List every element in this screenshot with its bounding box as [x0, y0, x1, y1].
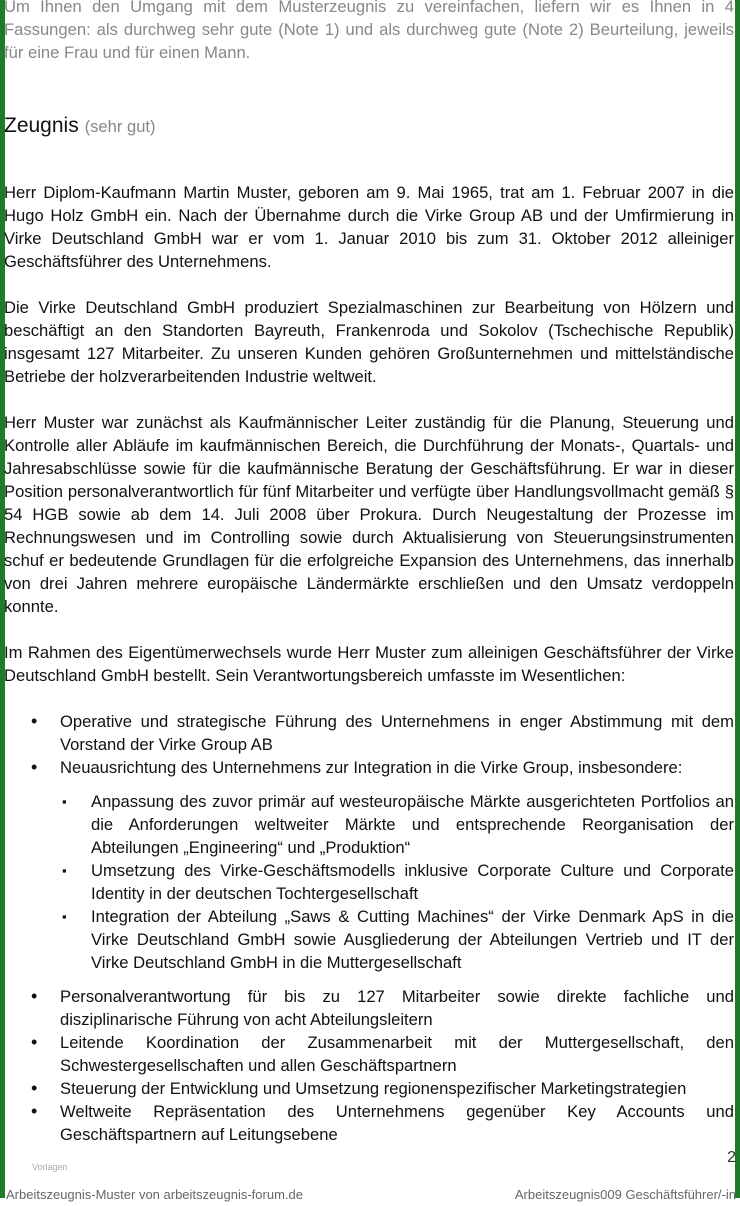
paragraph-duties: Herr Muster war zunächst als Kaufmännischer Leiter zuständig für die Planung, Steuerung und Kontrolle aller Abläufe im kaufmännischen Bereich, die Durchführung der Monats-, Quartals- und Jahresabschlüsse sowie für die kaufmännische Beratung der Geschäftsführung. Er war in dieser Position personalverantwortlich für fünf Mitarbeiter und verfügte über Handlungsvollmacht gemäß § 54 HGB sowie ab dem 14. Juli 2008 über Prokura. Durch Neugestaltung der Prozesse im Rechnungswesen und im Controlling sowie durch Aktualisierung von Steuerungsinstrumenten schuf er bedeutende Grundlagen für die erfolgreiche Expansion des Unternehmens, das innerhalb von drei Jahren mehrere europäische Ländermärkte erschließen und den Umsatz verdoppeln konnte.	[4, 413, 734, 616]
paragraph-company: Die Virke Deutschland GmbH produziert Spezialmaschinen zur Bearbeitung von Hölzern und beschäftigt an den Standorten Bayreuth, Frankenroda und Sokolov (Tschechische Republik) insgesamt 127 Mitarbeiter. Zu unseren Kunden gehören Großunternehmen und mittelständische Betriebe der holzverarbeitenden Industrie weltweit.	[4, 298, 734, 386]
sub-list-item: ▪ Umsetzung des Virke-Geschäftsmodells inklusive Corporate Culture und Corporate Identity in der deutschen Tochtergesellschaft	[4, 859, 734, 905]
list-item: • Weltweite Repräsentation des Unternehmens gegenüber Key Accounts und Geschäftspartnern auf Leitungsebene	[4, 1100, 734, 1146]
paragraph-personal: Herr Diplom-Kaufmann Martin Muster, geboren am 9. Mai 1965, trat am 1. Februar 2007 in die Hugo Holz GmbH ein. Nach der Übernahme durch die Virke Group AB und der Umfirmierung in Virke Deutschland GmbH war er vom 1. Januar 2010 bis zum 31. Oktober 2012 alleiniger Geschäftsführer des Unternehmens.	[4, 183, 734, 271]
footer-source: Arbeitszeugnis-Muster von arbeitszeugnis-forum.de	[6, 1187, 303, 1202]
heading-title: Zeugnis	[4, 114, 79, 137]
intro-text: Um Ihnen den Umgang mit dem Musterzeugnis zu vereinfachen, liefern wir es Ihnen in 4 Fassungen: als durchweg sehr gute (Note 1) und als durchweg gute (Note 2) Beurteilung, jeweils für eine Frau und für einen Mann.	[4, 0, 734, 62]
heading-subtitle: (sehr gut)	[84, 117, 156, 136]
footer-document-id: Arbeitszeugnis009 Geschäftsführer/-in	[514, 1187, 736, 1202]
paragraph-responsibility: Im Rahmen des Eigentümerwechsels wurde Herr Muster zum alleinigen Geschäftsführer der Virke Deutschland GmbH bestellt. Sein Verantwortungsbereich umfasste im Wesentlichen:	[4, 643, 734, 685]
list-item: • Neuausrichtung des Unternehmens zur Integration in die Virke Group, insbesondere: ▪ Anpassung des zuvor primär auf westeuropäische Märkte ausgerichteten Portfolios an die Anforderungen weltweiter Märkte und entsprechende Reorganisation der Abteilungen „Engineering“ und „Produktion“ ▪ Umsetzung des Virke-Geschäftsmodells inklusive Corporate Culture und Corporate Identity in der deutschen Tochtergesellschaft ▪ Integration der Abteilung „Saws & Cutting Machines“ der Virke Denmark ApS in die Virke Deutschland GmbH sowie Ausgliederung der Abteilungen Vertrieb und IT der Virke Deutschland GmbH in die Muttergesellschaft	[4, 756, 734, 974]
document-body	[4, 181, 734, 1146]
watermark-label: Vorlagen	[32, 1162, 68, 1172]
document-heading	[4, 113, 156, 140]
page-number: 2	[727, 1149, 736, 1166]
list-item: • Personalverantwortung für bis zu 127 Mitarbeiter sowie direkte fachliche und disziplinarische Führung von acht Abteilungsleitern	[4, 985, 734, 1031]
sub-list-item: ▪ Anpassung des zuvor primär auf westeuropäische Märkte ausgerichteten Portfolios an die Anforderungen weltweiter Märkte und entsprechende Reorganisation der Abteilungen „Engineering“ und „Produktion“	[4, 790, 734, 859]
sub-list	[60, 790, 734, 974]
sub-list-item: ▪ Integration der Abteilung „Saws & Cutting Machines“ der Virke Denmark ApS in die Virke Deutschland GmbH sowie Ausgliederung der Abteilungen Vertrieb und IT der Virke Deutschland GmbH in die Muttergesellschaft	[4, 905, 734, 974]
list-item: • Steuerung der Entwicklung und Umsetzung regionenspezifischer Marketingstrategien	[4, 1077, 734, 1100]
responsibility-list	[4, 710, 734, 1146]
list-item: • Leitende Koordination der Zusammenarbeit mit der Muttergesellschaft, den Schwestergesellschaften und allen Geschäftspartnern	[4, 1031, 734, 1077]
list-item: • Operative und strategische Führung des Unternehmens in enger Abstimmung mit dem Vorstand der Virke Group AB	[4, 710, 734, 756]
